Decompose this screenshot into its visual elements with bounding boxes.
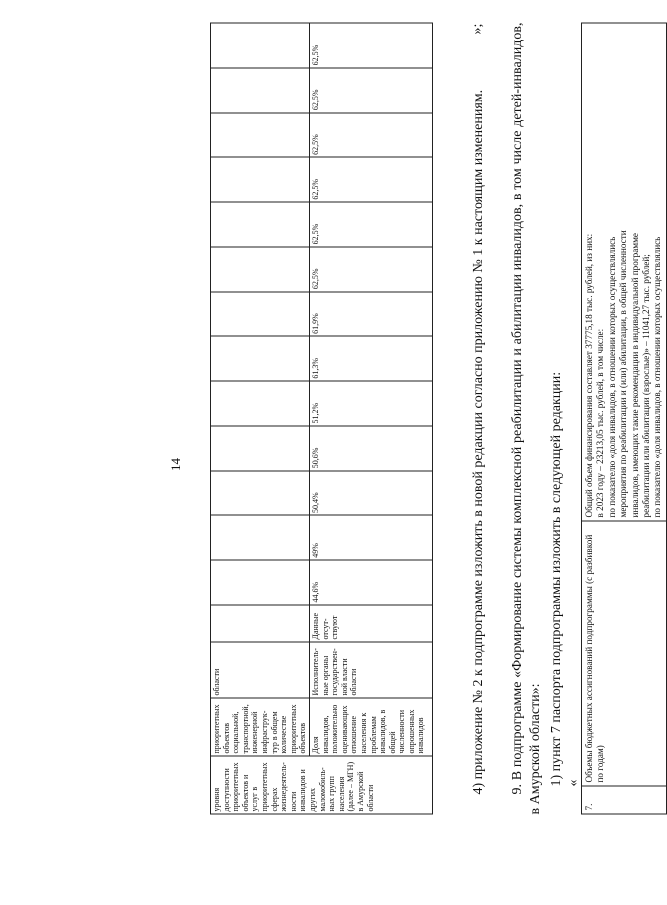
content-line: по показателю «доля инвалидов, в отношении которых осуществлялись — [606, 236, 617, 518]
content-line: реабилитации или абилитации (взрослые)» – 11041,27 тыс. рублей; — [641, 254, 652, 518]
content-line: по показателю «доля инвалидов, в отношении которых осуществлялись — [652, 236, 663, 518]
content-line: мероприятия по реабилитации и (или) абилитации, в общей численности — [618, 230, 629, 518]
value-cell: 44,6% — [309, 560, 432, 605]
paragraph-9: 9. В подпрограмме «Формирование системы комплексной реабилитации и абилитации инвалидов, в том числе детей-инвалидов, в Амурской области»: — [510, 22, 543, 815]
value-cell: 51,2% — [309, 381, 432, 426]
value-cell: 62,5% — [309, 113, 432, 158]
indicator-cell: приоритетных объектов социальной, транспортной, инженерной инфраструк-тур в общем количестве приоритетных объектов — [211, 698, 310, 756]
indicator-cell: Доля инвалидов, положительно оценивающих отношение населения к проблемам инвалидов, в общей численности опрошенных инвалидов — [309, 698, 432, 756]
value-cell: 61,3% — [309, 336, 432, 381]
value-cell — [211, 23, 310, 68]
value-cell: 62,5% — [309, 68, 432, 113]
base-cell — [211, 605, 310, 642]
value-cell — [211, 157, 310, 202]
value-cell — [211, 113, 310, 158]
value-cell — [211, 515, 310, 560]
value-cell — [211, 292, 310, 337]
value-cell — [211, 247, 310, 292]
page-number: 14 — [168, 458, 183, 471]
indicator-table — [210, 23, 433, 815]
value-cell: 62,5% — [309, 202, 432, 247]
value-cell — [211, 426, 310, 471]
paragraph-4: 4) приложение № 2 к подпрограмме изложить в новой редакции согласно приложению № 1 к настоящим изменениям. — [471, 89, 486, 795]
item-number: 7. — [582, 786, 667, 814]
responsible-cell: Исполнитель-ные органы государствен-ной власти области — [309, 642, 432, 698]
value-cell: 61,9% — [309, 292, 432, 337]
value-cell: 50,6% — [309, 426, 432, 471]
item-content — [582, 23, 667, 521]
base-cell: Данные отсут-ствуют — [309, 605, 432, 642]
value-cell: 62,5% — [309, 23, 432, 68]
content-line: Общий объем финансирования составляет 37775,18 тыс. рублей, из них: — [584, 233, 594, 518]
value-cell — [211, 560, 310, 605]
table-row — [309, 23, 432, 814]
value-cell: 62,5% — [309, 157, 432, 202]
closing-quote: »; — [470, 23, 485, 35]
responsible-cell: области — [211, 642, 310, 698]
value-cell — [211, 471, 310, 516]
value-cell: 49% — [309, 515, 432, 560]
content-line: инвалидов, имеющих такие рекомендации в индивидуальной программе — [629, 233, 640, 518]
content-line: в 2023 году – 23213,05 тыс. рублей, в том числе: — [595, 328, 606, 518]
value-cell — [211, 202, 310, 247]
goal-cell: уровня доступности приоритетных объектов и услуг в приоритетных сферах жизнедеятель-ности инвалидов и других маломобиль-ных групп населения (далее – МГН) в Амурской области — [211, 756, 433, 814]
value-cell — [211, 336, 310, 381]
item-label: Объемы бюджетных ассигнований подпрограммы (с разбивкой по годам) — [582, 521, 667, 786]
value-cell — [211, 381, 310, 426]
value-cell — [211, 68, 310, 113]
value-cell: 62,5% — [309, 247, 432, 292]
table-row — [211, 23, 310, 814]
paragraph-9-1: 1) пункт 7 паспорта подпрограммы изложить в следующей редакции: — [549, 371, 564, 787]
opening-quote: « — [566, 779, 581, 787]
value-cell: 50,4% — [309, 471, 432, 516]
table-row — [582, 23, 667, 814]
passport-table — [581, 23, 667, 815]
